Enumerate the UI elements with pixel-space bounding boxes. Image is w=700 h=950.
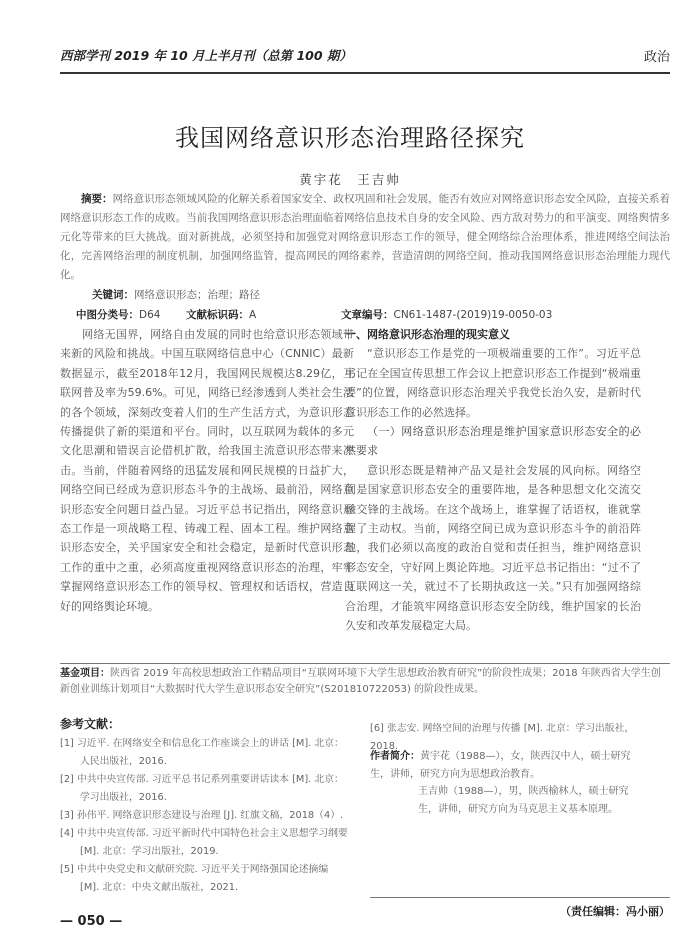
responsible-editor: （责任编辑：冯小丽）: [560, 905, 670, 918]
page-header: [60, 44, 670, 68]
references-title: 参考文献：: [60, 717, 121, 731]
section-heading-2: （一）网络意识形态治理是维护国家意识形态安全的必然要求: [345, 425, 641, 458]
bio-text-1: 黄宇花（1988—），女，陕西汉中人，硕士研究生，讲师，研究方向为思想政治教育。: [370, 751, 631, 780]
article-meta: [76, 307, 670, 323]
abstract-label: 摘要：: [81, 193, 113, 205]
funding-label: 基金项目：: [60, 668, 110, 679]
funding-text: 陕西省 2019 年高校思想政治工作精品项目“互联网环境下大学生思想政治教育研究”的阶段性成果；2018 年陕西省大学生创新创业训练计划项目“大数据时代大学生意识形态安全研究”(S201810722053) 的阶段性成果。: [60, 668, 661, 695]
article-title: 我国网络意识形态治理路径探究: [175, 124, 525, 152]
keywords-label: 关键词：: [92, 289, 134, 301]
body-paragraph: 意识形态既是精神产品又是社会发展的风向标。网络空间是国家意识形态安全的重要阵地，是各种思想文化交流交融交锋的主战场。在这个战场上，谁掌握了话语权，谁就掌握了主动权。当前，网络空间已成为意识形态斗争的前沿阵地，我们必须以高度的政治自觉和责任担当，维护网络意识形态安全，守好网上舆论阵地。习近平总书记指出：“过不了互联网这一关，就过不了长期执政这一关。”只有加强网络综合治理，才能筑牢网络意识形态安全防线，维护国家的长治久安和改革发展稳定大局。: [345, 463, 641, 633]
reference-item: [4] 中共中央宣传部. 习近平新时代中国特色社会主义思想学习纲要 [M]. 北京：学习出版社，2019.: [60, 828, 348, 857]
funding-note: [60, 666, 670, 698]
keywords: [92, 287, 260, 302]
header-rule: [60, 72, 670, 74]
keywords-text: 网络意识形态；治理；路径: [134, 289, 260, 301]
reference-item: [2] 中共中央宣传部. 习近平总书记系列重要讲话读本 [M]. 北京：学习出版社，2016.: [60, 774, 344, 803]
editor-rule: [370, 897, 670, 898]
section-heading-1: 一、网络意识形态治理的现实意义: [345, 328, 510, 341]
article-number: 文章编号：CN61-1487-(2019)19-0050-03: [341, 309, 553, 321]
reference-item: [3] 孙伟平. 网络意识形态建设与治理 [J]. 红旗文稿，2018（4）.: [60, 810, 344, 821]
bio-label: 作者简介：: [370, 751, 420, 762]
author-bio: [370, 748, 640, 818]
references-list: [60, 735, 350, 897]
page-number: — 050 —: [60, 914, 123, 929]
clc-number: 中图分类号：D64: [76, 309, 161, 321]
body-left-column: [60, 325, 354, 616]
document-code: 文献标识码：A: [186, 309, 257, 321]
footnote-rule: [60, 663, 670, 664]
abstract-text: 网络意识形态领域风险的化解关系着国家安全、政权巩固和社会发展，能否有效应对网络意识形态安全风险，直接关系着网络意识形态工作的成败。当前我国网络意识形态治理面临着网络信息技术自身的安全风险、西方敌对势力的和平演变、网络舆情多元化等带来的巨大挑战。面对新挑战，必须坚持和加强党对网络意识形态工作的领导，健全网络综合治理体系，推进网络空间法治化，完善网络治理的制度机制，加强网络监管，提高网民的网络素养，营造清朗的网络空间，推动我国网络意识形态治理能力现代化。: [60, 193, 671, 281]
body-right-column: [345, 325, 641, 636]
body-paragraph: 网络无国界，网络自由发展的同时也给意识形态领域带来新的风险和挑战。中国互联网络信息中心（CNNIC）最新数据显示，截至2018年12月，我国网民规模达8.29亿，互联网普及率为59.6%。可见，网络已经渗透到人类社会生活的各个领域，深刻改变着人们的生产生活方式，为意识形态传播提供了新的渠道和平台。同时，以互联网为载体的多元文化思潮和错误言论借机扩散，给我国主流意识形态带来冲击。当前，伴随着网络的迅猛发展和网民规模的日益扩大，网络空间已经成为意识形态斗争的主战场、最前沿，网络意识形态安全问题日益凸显。习近平总书记指出，网络意识形态工作是一项战略工程、铸魂工程、固本工程。维护网络意识形态安全，关乎国家安全和社会稳定，是新时代意识形态工作的重中之重，必须高度重视网络意识形态的治理，牢牢掌握网络意识形态工作的领导权、管理权和话语权，营造良好的网络舆论环境。: [60, 328, 354, 613]
reference-item: [5] 中共中央党史和文献研究院. 习近平关于网络强国论述摘编 [M]. 北京：中央文献出版社，2021.: [60, 864, 329, 893]
bio-text-2: 王吉帅（1988—），男，陕西榆林人，硕士研究生，讲师，研究方向为马克思主义基本原理。: [418, 786, 629, 815]
reference-item-continued: [6] 张志安. 网络空间的治理与传播 [M]. 北京：学习出版社，2018.: [370, 723, 635, 752]
abstract: [60, 190, 670, 285]
reference-item: [1] 习近平. 在网络安全和信息化工作座谈会上的讲话 [M]. 北京：人民出版社，2016.: [60, 738, 344, 767]
section-label: 政治: [643, 50, 670, 65]
journal-name: 西部学刊 2019 年 10 月上半月刊（总第 100 期）: [60, 48, 352, 63]
body-paragraph: “意识形态工作是党的一项极端重要的工作”。习近平总书记在全国宣传思想工作会议上把意识形态工作提到“极端重要”的位置，网络意识形态治理关乎我党长治久安，是新时代意识形态工作的必然选择。: [345, 347, 641, 419]
article-authors: 黄宇花 王吉帅: [299, 172, 401, 187]
